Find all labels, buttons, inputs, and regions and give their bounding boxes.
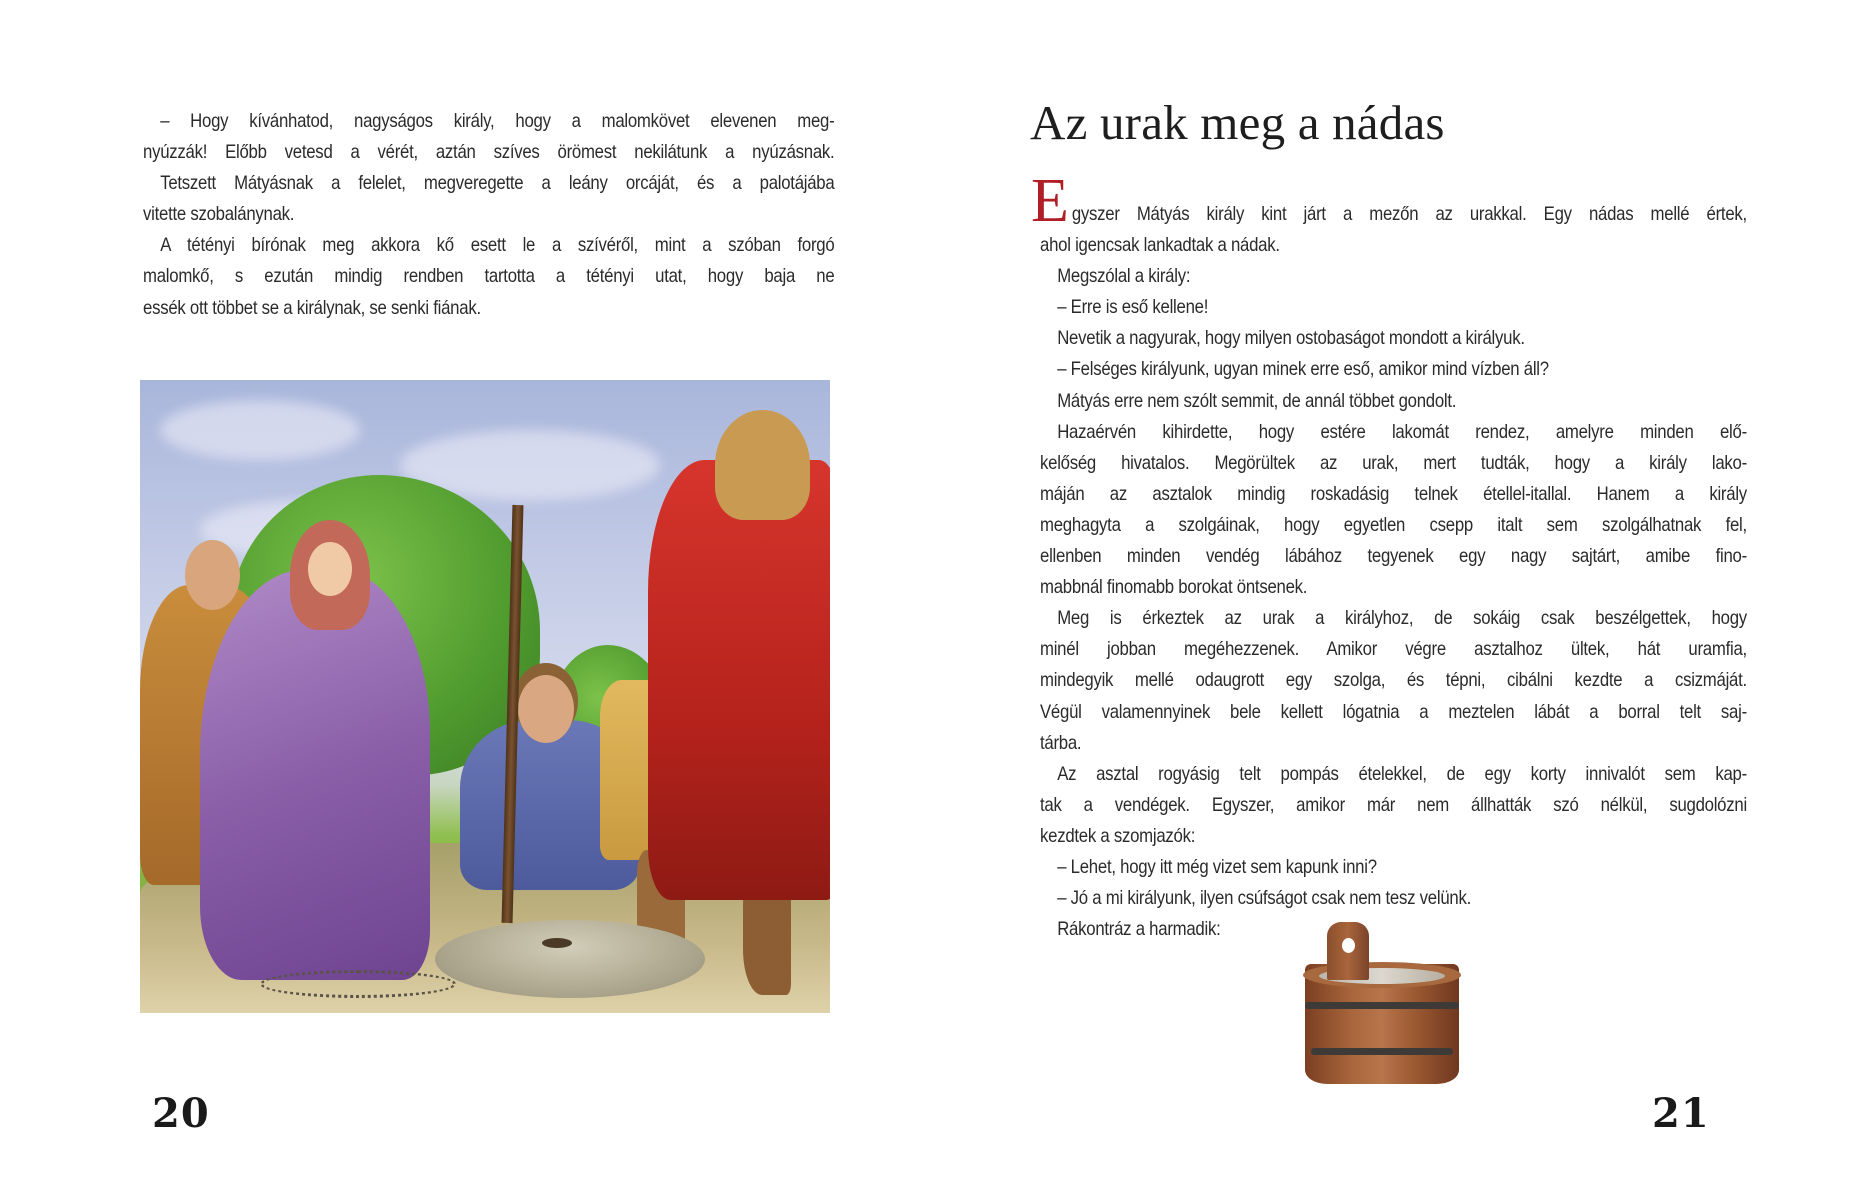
text-line: Tetszett Mátyásnak a felelet, megveregette a leány orcáját, és a palotájába xyxy=(160,172,835,195)
text-line: vitette szobalánynak. xyxy=(143,203,295,226)
millstone xyxy=(435,920,705,998)
left-page-text xyxy=(143,106,834,324)
text-line: Az asztal rogyásig telt pompás ételekkel, de egy korty innivalót sem kap- xyxy=(1057,762,1747,785)
tub-handle-hole xyxy=(1342,938,1355,953)
text-line: tárba. xyxy=(1040,731,1082,754)
text-line: Megszólal a király: xyxy=(1057,265,1191,288)
king-head xyxy=(715,410,810,520)
text-line: essék ott többet se a királynak, se senki fiának. xyxy=(143,296,481,319)
text-line: – Jó a mi királyunk, ilyen csúfságot csak nem tesz velünk. xyxy=(1057,887,1471,910)
text-line: gyszer Mátyás király kint járt a mezőn az urakkal. Egy nádas mellé értek, xyxy=(1071,203,1747,225)
woman-figure xyxy=(200,570,430,980)
text-line: Nevetik a nagyurak, hogy milyen ostobaságot mondott a királyuk. xyxy=(1057,327,1525,350)
text-line: – Felséges királyunk, ugyan minek erre eső, amikor mind vízben áll? xyxy=(1057,358,1549,381)
text-line: – Lehet, hogy itt még vizet sem kapunk inni? xyxy=(1057,855,1377,878)
wooden-tub-illustration xyxy=(1297,922,1467,1087)
tub-iron-band xyxy=(1305,1002,1459,1009)
chain xyxy=(260,970,456,998)
text-line: malomkő, s ezután mindig rendben tartotta a tétényi utat, hogy baja ne xyxy=(143,265,835,288)
text-line: A tétényi bírónak meg akkora kő esett le a szívéről, mint a szóban forgó xyxy=(160,234,835,257)
text-line: ahol igencsak lankadtak a nádak. xyxy=(1040,234,1280,257)
millstone-hole xyxy=(542,938,572,948)
text-line: mabbnál finomabb borokat öntsenek. xyxy=(1040,576,1308,599)
story-illustration xyxy=(140,380,830,1013)
text-line: – Erre is eső kellene! xyxy=(1057,296,1209,319)
right-page-text xyxy=(1040,199,1747,945)
text-line: máján az asztalok mindig roskadásig telnek étellel-itallal. Hanem a király xyxy=(1040,482,1747,505)
text-line: nyúzzák! Előbb vetesd a vérét, aztán szíves örömest nekilátunk a nyúzásnak. xyxy=(143,141,835,164)
text-line: Végül valamennyinek bele kellett lógatnia a meztelen lábát a borral telt saj- xyxy=(1040,700,1747,723)
drop-cap: E xyxy=(1031,167,1069,235)
text-line: Meg is érkeztek az urak a királyhoz, de sokáig csak beszélgettek, hogy xyxy=(1057,607,1747,630)
chapter-title: Az urak meg a nádas xyxy=(1030,95,1445,150)
nobleman-head xyxy=(185,540,240,610)
text-line: meghagyta a szolgáinak, hogy egyetlen csepp italt sem szolgálhatnak fel, xyxy=(1040,513,1747,536)
text-line: tak a vendégek. Egyszer, amikor már nem állhatták szó nélkül, sugdolózni xyxy=(1040,793,1747,816)
text-line: kezdtek a szomjazók: xyxy=(1040,824,1196,847)
kneeling-man-head xyxy=(518,675,574,743)
text-line: Mátyás erre nem szólt semmit, de annál többet gondolt. xyxy=(1057,389,1457,412)
text-line: Hazaérvén kihirdette, hogy estére lakomát rendez, amelyre minden elő- xyxy=(1057,420,1747,443)
text-line: minél jobban megéhezzenek. Amikor végre asztalhoz ültek, hát uramfia, xyxy=(1040,638,1747,661)
cloud xyxy=(160,400,360,460)
tub-iron-band xyxy=(1311,1048,1453,1055)
woman-face xyxy=(308,542,352,596)
text-line: kelőség hivatalos. Megörültek az urak, mert tudták, hogy a király lako- xyxy=(1040,451,1747,474)
text-line: mindegyik mellé odaugrott egy szolga, és tépni, cibálni kezdte a csizmáját. xyxy=(1040,669,1747,692)
king-figure xyxy=(648,460,830,900)
text-line: ellenben minden vendég lábához tegyenek egy nagy sajtárt, amibe fino- xyxy=(1040,545,1747,568)
text-line: – Hogy kívánhatod, nagyságos király, hogy a malomkövet elevenen meg- xyxy=(160,110,835,132)
text-line: Rákontráz a harmadik: xyxy=(1057,918,1221,941)
page-number-right: 21 xyxy=(1652,1090,1710,1137)
page-number-left: 20 xyxy=(152,1090,210,1137)
